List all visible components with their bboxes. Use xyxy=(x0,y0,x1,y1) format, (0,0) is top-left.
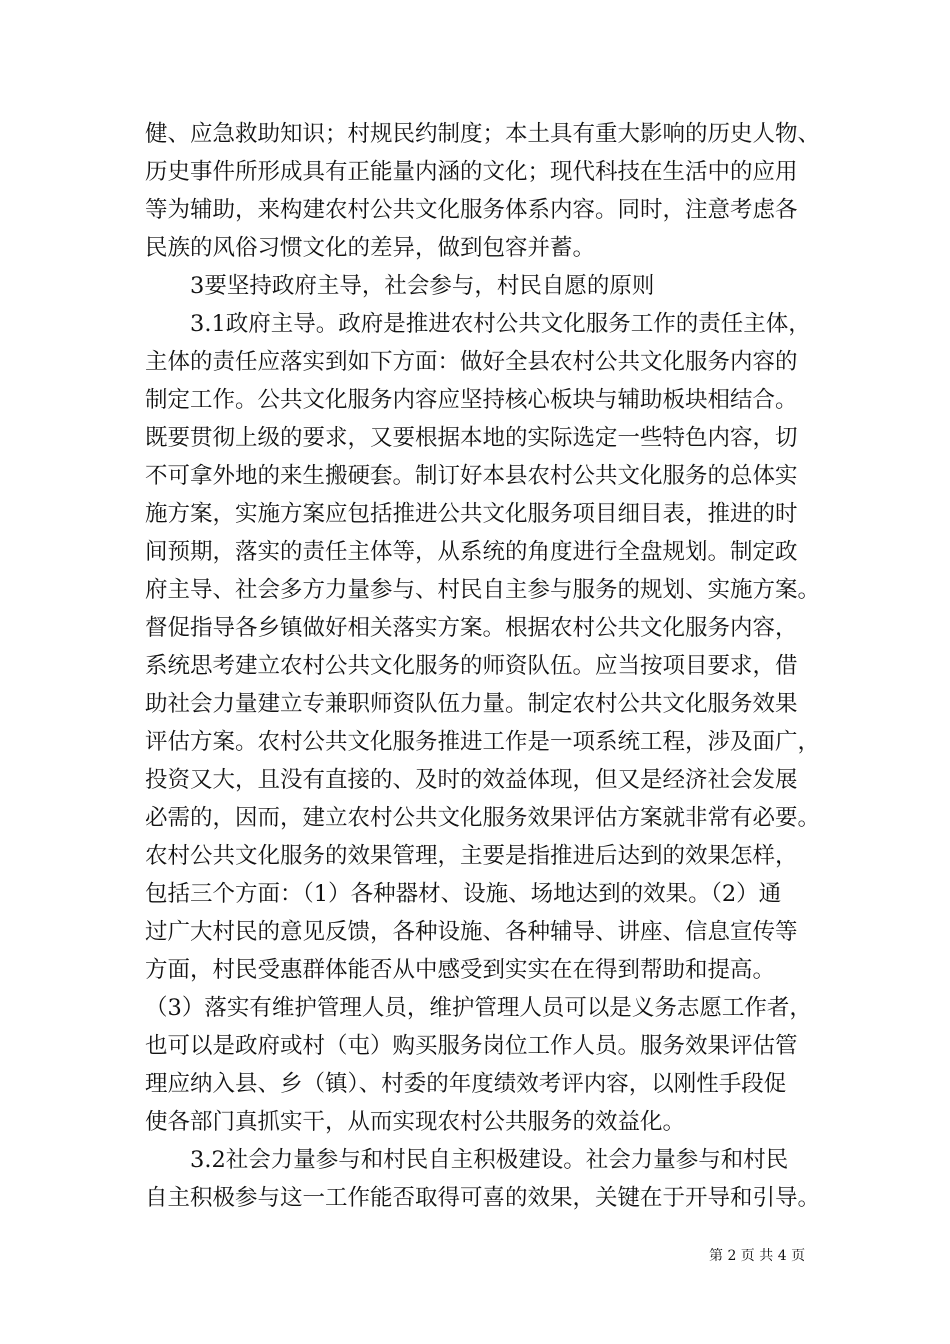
text-line: 施方案，实施方案应包括推进公共文化服务项目细目表，推进的时 xyxy=(145,501,798,527)
section-heading: 3要坚持政府主导，社会参与，村民自愿的原则 xyxy=(190,273,655,299)
text-line: 主体的责任应落实到如下方面：做好全县农村公共文化服务内容的 xyxy=(145,349,798,375)
text-line: 既要贯彻上级的要求，又要根据本地的实际选定一些特色内容，切 xyxy=(145,425,798,451)
text-line: 方面，村民受惠群体能否从中感受到实实在在得到帮助和提高。 xyxy=(145,957,776,983)
text-line: 助社会力量建立专兼职师资队伍力量。制定农村公共文化服务效果 xyxy=(145,691,798,717)
text-line: 理应纳入县、乡（镇）、村委的年度绩效考评内容，以刚性手段促 xyxy=(145,1071,787,1097)
text-line: 农村公共文化服务的效果管理，主要是指推进后达到的效果怎样， xyxy=(145,843,798,869)
text-line: 必需的，因而，建立农村公共文化服务效果评估方案就非常有必要。 xyxy=(145,805,821,831)
text-line: 间预期，落实的责任主体等，从系统的角度进行全盘规划。制定政 xyxy=(145,539,798,565)
text-line: 使各部门真抓实干，从而实现农村公共服务的效益化。 xyxy=(145,1109,686,1135)
text-line: 3.1政府主导。政府是推进农村公共文化服务工作的责任主体， xyxy=(190,311,811,337)
text-line: 民族的风俗习惯文化的差异，做到包容并蓄。 xyxy=(145,235,596,261)
page-number-footer: 第 2 页 共 4 页 xyxy=(709,1248,806,1264)
text-line: 系统思考建立农村公共文化服务的师资队伍。应当按项目要求，借 xyxy=(145,653,798,679)
text-line: 评估方案。农村公共文化服务推进工作是一项系统工程，涉及面广， xyxy=(145,729,821,755)
text-line: 也可以是政府或村（屯）购买服务岗位工作人员。服务效果评估管 xyxy=(145,1033,798,1059)
text-line: 历史事件所形成具有正能量内涵的文化；现代科技在生活中的应用 xyxy=(145,159,798,185)
text-line: 府主导、社会多方力量参与、村民自主参与服务的规划、实施方案。 xyxy=(145,577,821,603)
text-line: 督促指导各乡镇做好相关落实方案。根据农村公共文化服务内容， xyxy=(145,615,798,641)
text-line: 投资又大，且没有直接的、及时的效益体现，但又是经济社会发展 xyxy=(145,767,798,793)
text-line: 自主积极参与这一工作能否取得可喜的效果，关键在于开导和引导。 xyxy=(145,1185,821,1211)
text-line: 制定工作。公共文化服务内容应坚持核心板块与辅助板块相结合。 xyxy=(145,387,798,413)
text-line: 包括三个方面：（1）各种器材、设施、场地达到的效果。（2）通 xyxy=(145,881,782,907)
text-line: 3.2社会力量参与和村民自主积极建设。社会力量参与和村民 xyxy=(190,1147,789,1173)
text-line: （3）落实有维护管理人员，维护管理人员可以是义务志愿工作者， xyxy=(145,995,812,1021)
text-line: 等为辅助，来构建农村公共文化服务体系内容。同时，注意考虑各 xyxy=(145,197,798,223)
text-line: 健、应急救助知识；村规民约制度；本土具有重大影响的历史人物、 xyxy=(145,121,821,147)
text-line: 过广大村民的意见反馈，各种设施、各种辅导、讲座、信息宣传等 xyxy=(145,919,798,945)
text-line: 不可拿外地的来生搬硬套。制订好本县农村公共文化服务的总体实 xyxy=(145,463,798,489)
